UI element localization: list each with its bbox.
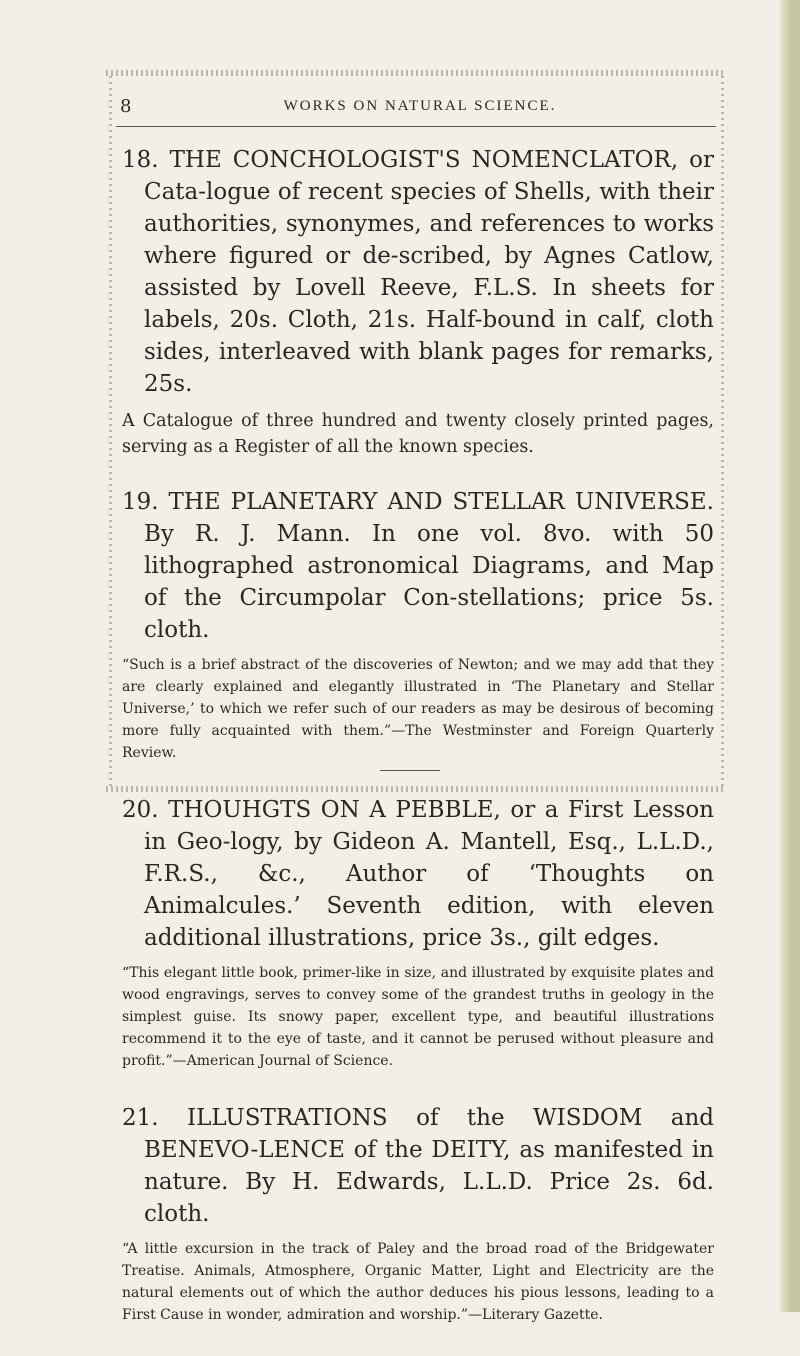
review-quote: “This elegant little book, primer-like in size, and illustrated by exquisite plates and wood engravings, serves to convey some of the grandest truths in geology in the simplest guise. Its snowy paper, excellent type, and beautiful illustrations recommend it to the eye of taste, and it cannot be perused without pleasure and profit.”—American Journal of Science. [122,965,714,1069]
catalogue-entry [122,794,714,1072]
entry-title: 21. ILLUSTRATIONS of the WISDOM and BENEVO-LENCE of the DEITY, as manifested in nature. By H. Edwards, L.L.D. Price 2s. 6d. cloth. [122,1105,714,1227]
wavy-rule-right [721,76,724,786]
binding-edge [780,0,800,1312]
wavy-rule-left [109,76,112,786]
page-header [120,96,720,120]
header-rule [116,126,716,127]
entry-title: 20. THOUHGTS ON A PEBBLE, or a First Lesson in Geo-logy, by Gideon A. Mantell, Esq., L.L.D., F.R.S., &c., Author of ‘Thoughts on Animalcules.’ Seventh edition, with eleven additional illustrations, price 3s., gilt edges. [122,797,714,951]
catalogue-entry [122,144,714,460]
review-quote: “A little excursion in the track of Paley and the broad road of the Bridgewater Treatise. Animals, Atmosphere, Organic Matter, Light and Electricity are the natural elements out of which the author deduces his pious lessons, leading to a First Cause in wonder, admiration and worship.”—Literary Gazette. [122,1241,714,1323]
review-quote: “Such is a brief abstract of the discoveries of Newton; and we may add that they are clearly explained and elegantly illustrated in ‘The Planetary and Stellar Universe,’ to which we refer such of our readers as may be desirous of becoming more fully acquainted with them.”—The Westminster and Foreign Quarterly Review. [122,657,714,761]
catalogue-listing [122,144,714,1356]
catalogue-entry [122,1102,714,1326]
page-number: 8 [120,96,132,117]
wavy-rule-top [106,70,726,76]
entry-title: 19. THE PLANETARY AND STELLAR UNIVERSE. By R. J. Mann. In one vol. 8vo. with 50 lithographed astronomical Diagrams, and Map of the Circumpolar Con-stellations; price 5s. cloth. [122,489,714,643]
end-rule [380,770,440,771]
entry-description: A Catalogue of three hundred and twenty closely printed pages, serving as a Register of all the known species. [122,411,714,457]
catalogue-entry [122,486,714,764]
entry-title: 18. THE CONCHOLOGIST'S NOMENCLATOR, or Cata-logue of recent species of Shells, with their authorities, synonymes, and references to works where figured or de-scribed, by Agnes Catlow, assisted by Lovell Reeve, F.L.S. In sheets for labels, 20s. Cloth, 21s. Half-bound in calf, cloth sides, interleaved with blank pages for remarks, 25s. [122,147,714,397]
running-title: WORKS ON NATURAL SCIENCE. [283,98,557,114]
